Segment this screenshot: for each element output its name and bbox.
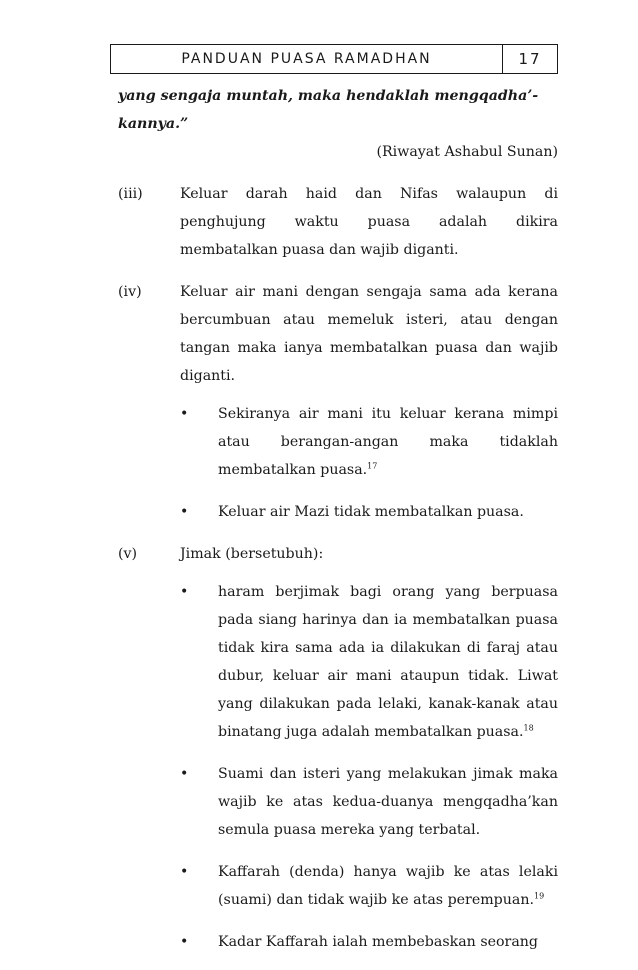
item-v <box>118 540 558 568</box>
item-text: Keluar darah haid dan Nifas walaupun di penghujung waktu puasa adalah dikira membatalkan puasa dan wajib diganti. <box>180 186 558 258</box>
list-item <box>180 498 558 526</box>
bullet-text: Keluar air Mazi tidak membatalkan puasa. <box>218 504 524 520</box>
quote-source: (Riwayat Ashabul Sunan) <box>376 144 558 160</box>
bullet-text: Kadar Kaffarah ialah membebaskan seorang <box>218 934 538 950</box>
item-label: (iii) <box>118 186 143 202</box>
list-item <box>180 400 558 484</box>
list-item <box>180 578 558 746</box>
list-item <box>180 928 558 956</box>
bullet-icon: • <box>180 864 189 880</box>
running-header <box>110 44 558 74</box>
bullet-icon: • <box>180 406 189 422</box>
item-v-bullets <box>180 578 558 956</box>
item-iii <box>118 180 558 264</box>
item-label: (iv) <box>118 284 142 300</box>
item-label: (v) <box>118 546 138 562</box>
book-title: PANDUAN PUASA RAMADHAN <box>181 51 432 67</box>
item-iv <box>118 278 558 390</box>
bullet-text: Kaffarah (denda) hanya wajib ke atas lelaki (suami) dan tidak wajib ke atas perempuan. <box>218 864 558 908</box>
quote-line-1: yang sengaja muntah, maka hendaklah mengqadha’- <box>118 88 539 104</box>
item-iv-bullets <box>180 400 558 526</box>
bullet-icon: • <box>180 766 189 782</box>
hadith-quote <box>118 82 558 138</box>
bullet-icon: • <box>180 504 189 520</box>
footnote-ref: 17 <box>367 461 378 471</box>
item-text: Keluar air mani dengan sengaja sama ada kerana bercumbuan atau memeluk isteri, atau dengan tangan maka ianya membatalkan puasa dan wajib diganti. <box>180 284 558 384</box>
bullet-text: Suami dan isteri yang melakukan jimak maka wajib ke atas kedua-duanya mengqadha’kan semula puasa mereka yang terbatal. <box>218 766 558 838</box>
list-item <box>180 760 558 844</box>
footnote-ref: 18 <box>523 723 534 733</box>
bullet-icon: • <box>180 584 189 600</box>
page-number: 17 <box>502 45 557 73</box>
list-item <box>180 858 558 914</box>
bullet-text: Sekiranya air mani itu keluar kerana mimpi atau berangan-angan maka tidaklah membatalkan puasa. <box>218 406 558 478</box>
quote-line-2: kannya.” <box>118 116 189 132</box>
item-text: Jimak (bersetubuh): <box>180 546 324 562</box>
bullet-icon: • <box>180 934 189 950</box>
footnote-ref: 19 <box>534 891 545 901</box>
page-content <box>118 82 558 970</box>
bullet-text: haram berjimak bagi orang yang berpuasa pada siang harinya dan ia membatalkan puasa tidak kira sama ada ia dilakukan di faraj atau dubur, keluar air mani ataupun tidak. Liwat yang dilakukan pada lelaki, kanak-kanak atau binatang juga adalah membatalkan puasa. <box>218 584 558 740</box>
